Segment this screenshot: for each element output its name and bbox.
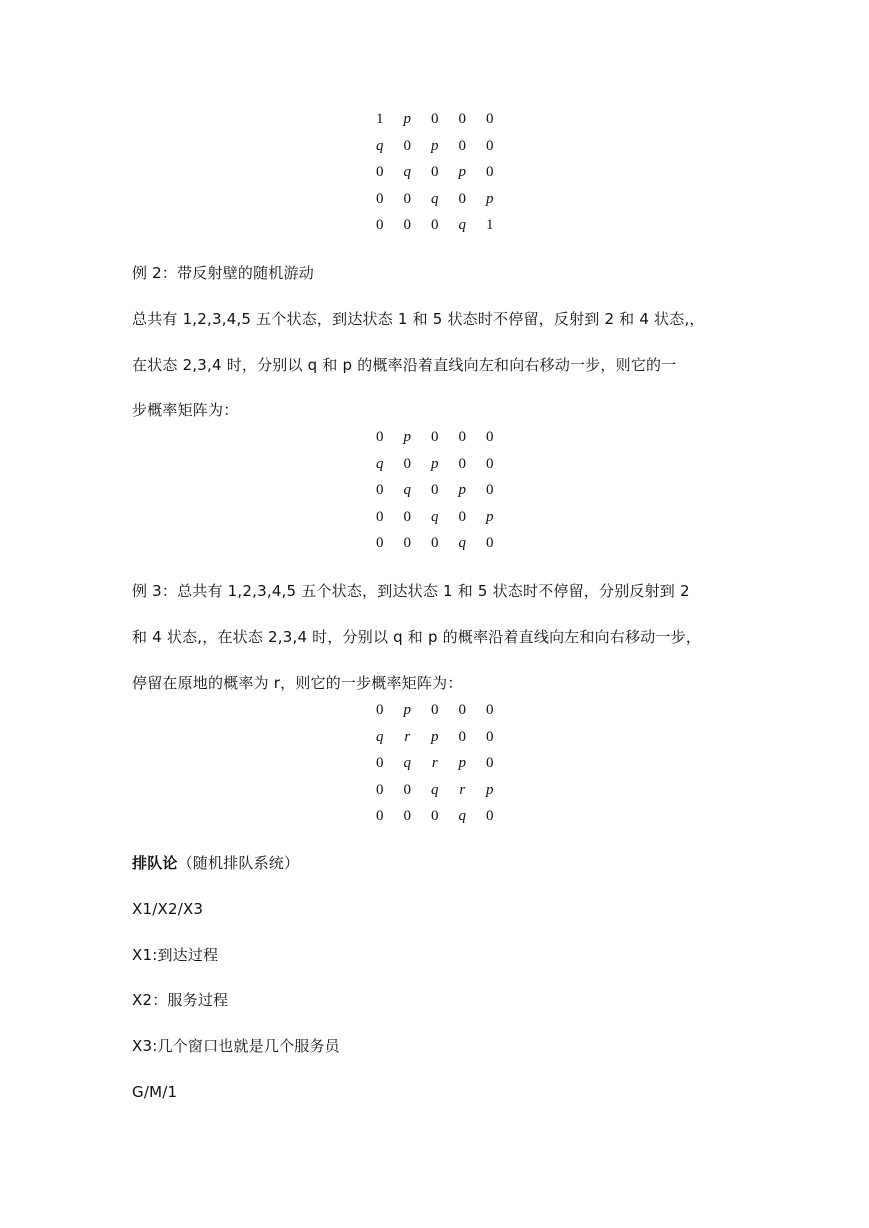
matrix-row bbox=[366, 212, 504, 239]
matrix-cell: q bbox=[376, 137, 384, 154]
matrix-row bbox=[366, 159, 504, 186]
matrix-cell: 0 bbox=[376, 755, 384, 771]
matrix-cell: 0 bbox=[403, 190, 411, 207]
example-3-line-3: 停留在原地的概率为 r，则它的一步概率矩阵为： bbox=[132, 674, 463, 692]
matrix-cell: p bbox=[431, 455, 439, 472]
matrix-row bbox=[366, 186, 504, 213]
matrix-cell: 0 bbox=[376, 164, 384, 180]
example-3-line-1: 例 3：总共有 1,2,3,4,5 五个状态，到达状态 1 和 5 状态时不停留，分别反射到 2 bbox=[132, 582, 690, 600]
matrix-cell: 0 bbox=[486, 164, 494, 180]
matrix-cell: 0 bbox=[376, 217, 384, 233]
matrix-cell: 0 bbox=[431, 535, 439, 551]
example-2-line-2: 在状态 2,3,4 时，分别以 q 和 p 的概率沿着直线向左和向右移动一步，则它的一 bbox=[132, 356, 677, 374]
matrix-cell: q bbox=[431, 781, 439, 798]
example-2-line-1: 总共有 1,2,3,4,5 五个状态，到达状态 1 和 5 状态时不停留，反射到 2 和 4 状态,， bbox=[132, 310, 705, 328]
matrix-cell: 1 bbox=[486, 217, 494, 233]
queue-x2: X2：服务过程 bbox=[132, 991, 229, 1009]
example-3-line-2: 和 4 状态,，在状态 2,3,4 时，分别以 q 和 p 的概率沿着直线向左和向右移动一步， bbox=[132, 628, 702, 646]
matrix-cell: 0 bbox=[403, 535, 411, 551]
matrix-cell: 0 bbox=[486, 137, 494, 154]
matrix-cell: 0 bbox=[376, 702, 384, 718]
queue-x1: X1:到达过程 bbox=[132, 946, 219, 964]
matrix-1 bbox=[366, 106, 504, 239]
matrix-cell: q bbox=[458, 217, 466, 233]
matrix-cell: p bbox=[403, 702, 411, 718]
matrix-cell: 0 bbox=[376, 482, 384, 498]
matrix-cell: 0 bbox=[376, 808, 384, 824]
matrix-row bbox=[366, 424, 504, 451]
matrix-cell: p bbox=[486, 781, 494, 798]
matrix-cell: 0 bbox=[486, 755, 494, 771]
matrix-cell: 0 bbox=[486, 111, 494, 127]
matrix-cell: q bbox=[376, 455, 384, 472]
queue-heading-bold: 排队论 bbox=[132, 854, 178, 872]
matrix-row bbox=[366, 777, 504, 804]
matrix-cell: 0 bbox=[431, 482, 439, 498]
matrix-cell: 0 bbox=[486, 455, 494, 472]
matrix-cell: 0 bbox=[458, 429, 466, 445]
matrix-cell: q bbox=[458, 808, 466, 824]
matrix-cell: r bbox=[431, 755, 438, 771]
matrix-cell: p bbox=[431, 137, 439, 154]
matrix-cell: 0 bbox=[431, 429, 439, 445]
matrix-cell: r bbox=[459, 781, 466, 798]
queue-x3: X3:几个窗口也就是几个服务员 bbox=[132, 1037, 340, 1055]
matrix-row bbox=[366, 724, 504, 751]
matrix-cell: p bbox=[458, 164, 466, 180]
matrix-cell: r bbox=[404, 728, 411, 745]
matrix-cell: q bbox=[376, 728, 384, 745]
queue-heading bbox=[132, 853, 299, 873]
matrix-cell: p bbox=[486, 190, 494, 207]
matrix-cell: 0 bbox=[431, 808, 439, 824]
matrix-cell: 0 bbox=[376, 190, 384, 207]
queue-example: G/M/1 bbox=[132, 1083, 178, 1101]
matrix-cell: 0 bbox=[403, 137, 411, 154]
matrix-cell: p bbox=[403, 111, 411, 127]
matrix-row bbox=[366, 451, 504, 478]
matrix-cell: p bbox=[403, 429, 411, 445]
matrix-cell: p bbox=[486, 508, 494, 525]
matrix-cell: 0 bbox=[376, 781, 384, 798]
matrix-2 bbox=[366, 424, 504, 557]
matrix-cell: 0 bbox=[376, 535, 384, 551]
matrix-cell: 1 bbox=[376, 111, 384, 127]
matrix-cell: p bbox=[458, 482, 466, 498]
matrix-cell: q bbox=[431, 508, 439, 525]
matrix-cell: 0 bbox=[458, 111, 466, 127]
matrix-cell: 0 bbox=[486, 429, 494, 445]
matrix-cell: 0 bbox=[486, 702, 494, 718]
matrix-cell: 0 bbox=[403, 508, 411, 525]
matrix-cell: q bbox=[403, 164, 411, 180]
matrix-cell: 0 bbox=[403, 808, 411, 824]
matrix-cell: 0 bbox=[486, 535, 494, 551]
matrix-cell: 0 bbox=[431, 164, 439, 180]
matrix-cell: 0 bbox=[458, 190, 466, 207]
matrix-row bbox=[366, 697, 504, 724]
matrix-row bbox=[366, 750, 504, 777]
matrix-row bbox=[366, 106, 504, 133]
matrix-3 bbox=[366, 697, 504, 830]
matrix-cell: 0 bbox=[403, 217, 411, 233]
example-2-title: 例 2：带反射壁的随机游动 bbox=[132, 264, 314, 282]
matrix-cell: q bbox=[403, 755, 411, 771]
matrix-row bbox=[366, 477, 504, 504]
matrix-cell: p bbox=[431, 728, 439, 745]
matrix-cell: q bbox=[458, 535, 466, 551]
matrix-cell: 0 bbox=[458, 702, 466, 718]
matrix-row bbox=[366, 504, 504, 531]
matrix-cell: 0 bbox=[431, 217, 439, 233]
matrix-cell: 0 bbox=[486, 482, 494, 498]
matrix-cell: 0 bbox=[403, 455, 411, 472]
matrix-cell: 0 bbox=[458, 137, 466, 154]
example-2-line-3: 步概率矩阵为： bbox=[132, 401, 239, 419]
matrix-cell: 0 bbox=[403, 781, 411, 798]
matrix-cell: q bbox=[431, 190, 439, 207]
matrix-cell: 0 bbox=[376, 429, 384, 445]
queue-notation: X1/X2/X3 bbox=[132, 900, 204, 918]
matrix-cell: q bbox=[403, 482, 411, 498]
matrix-cell: 0 bbox=[376, 508, 384, 525]
matrix-row bbox=[366, 530, 504, 557]
matrix-cell: 0 bbox=[486, 728, 494, 745]
matrix-cell: 0 bbox=[458, 455, 466, 472]
matrix-cell: 0 bbox=[458, 728, 466, 745]
matrix-row bbox=[366, 133, 504, 160]
matrix-cell: 0 bbox=[431, 111, 439, 127]
matrix-cell: 0 bbox=[458, 508, 466, 525]
queue-heading-rest: （随机排队系统） bbox=[177, 854, 300, 872]
matrix-cell: 0 bbox=[431, 702, 439, 718]
matrix-cell: p bbox=[458, 755, 466, 771]
matrix-cell: 0 bbox=[486, 808, 494, 824]
matrix-row bbox=[366, 803, 504, 830]
